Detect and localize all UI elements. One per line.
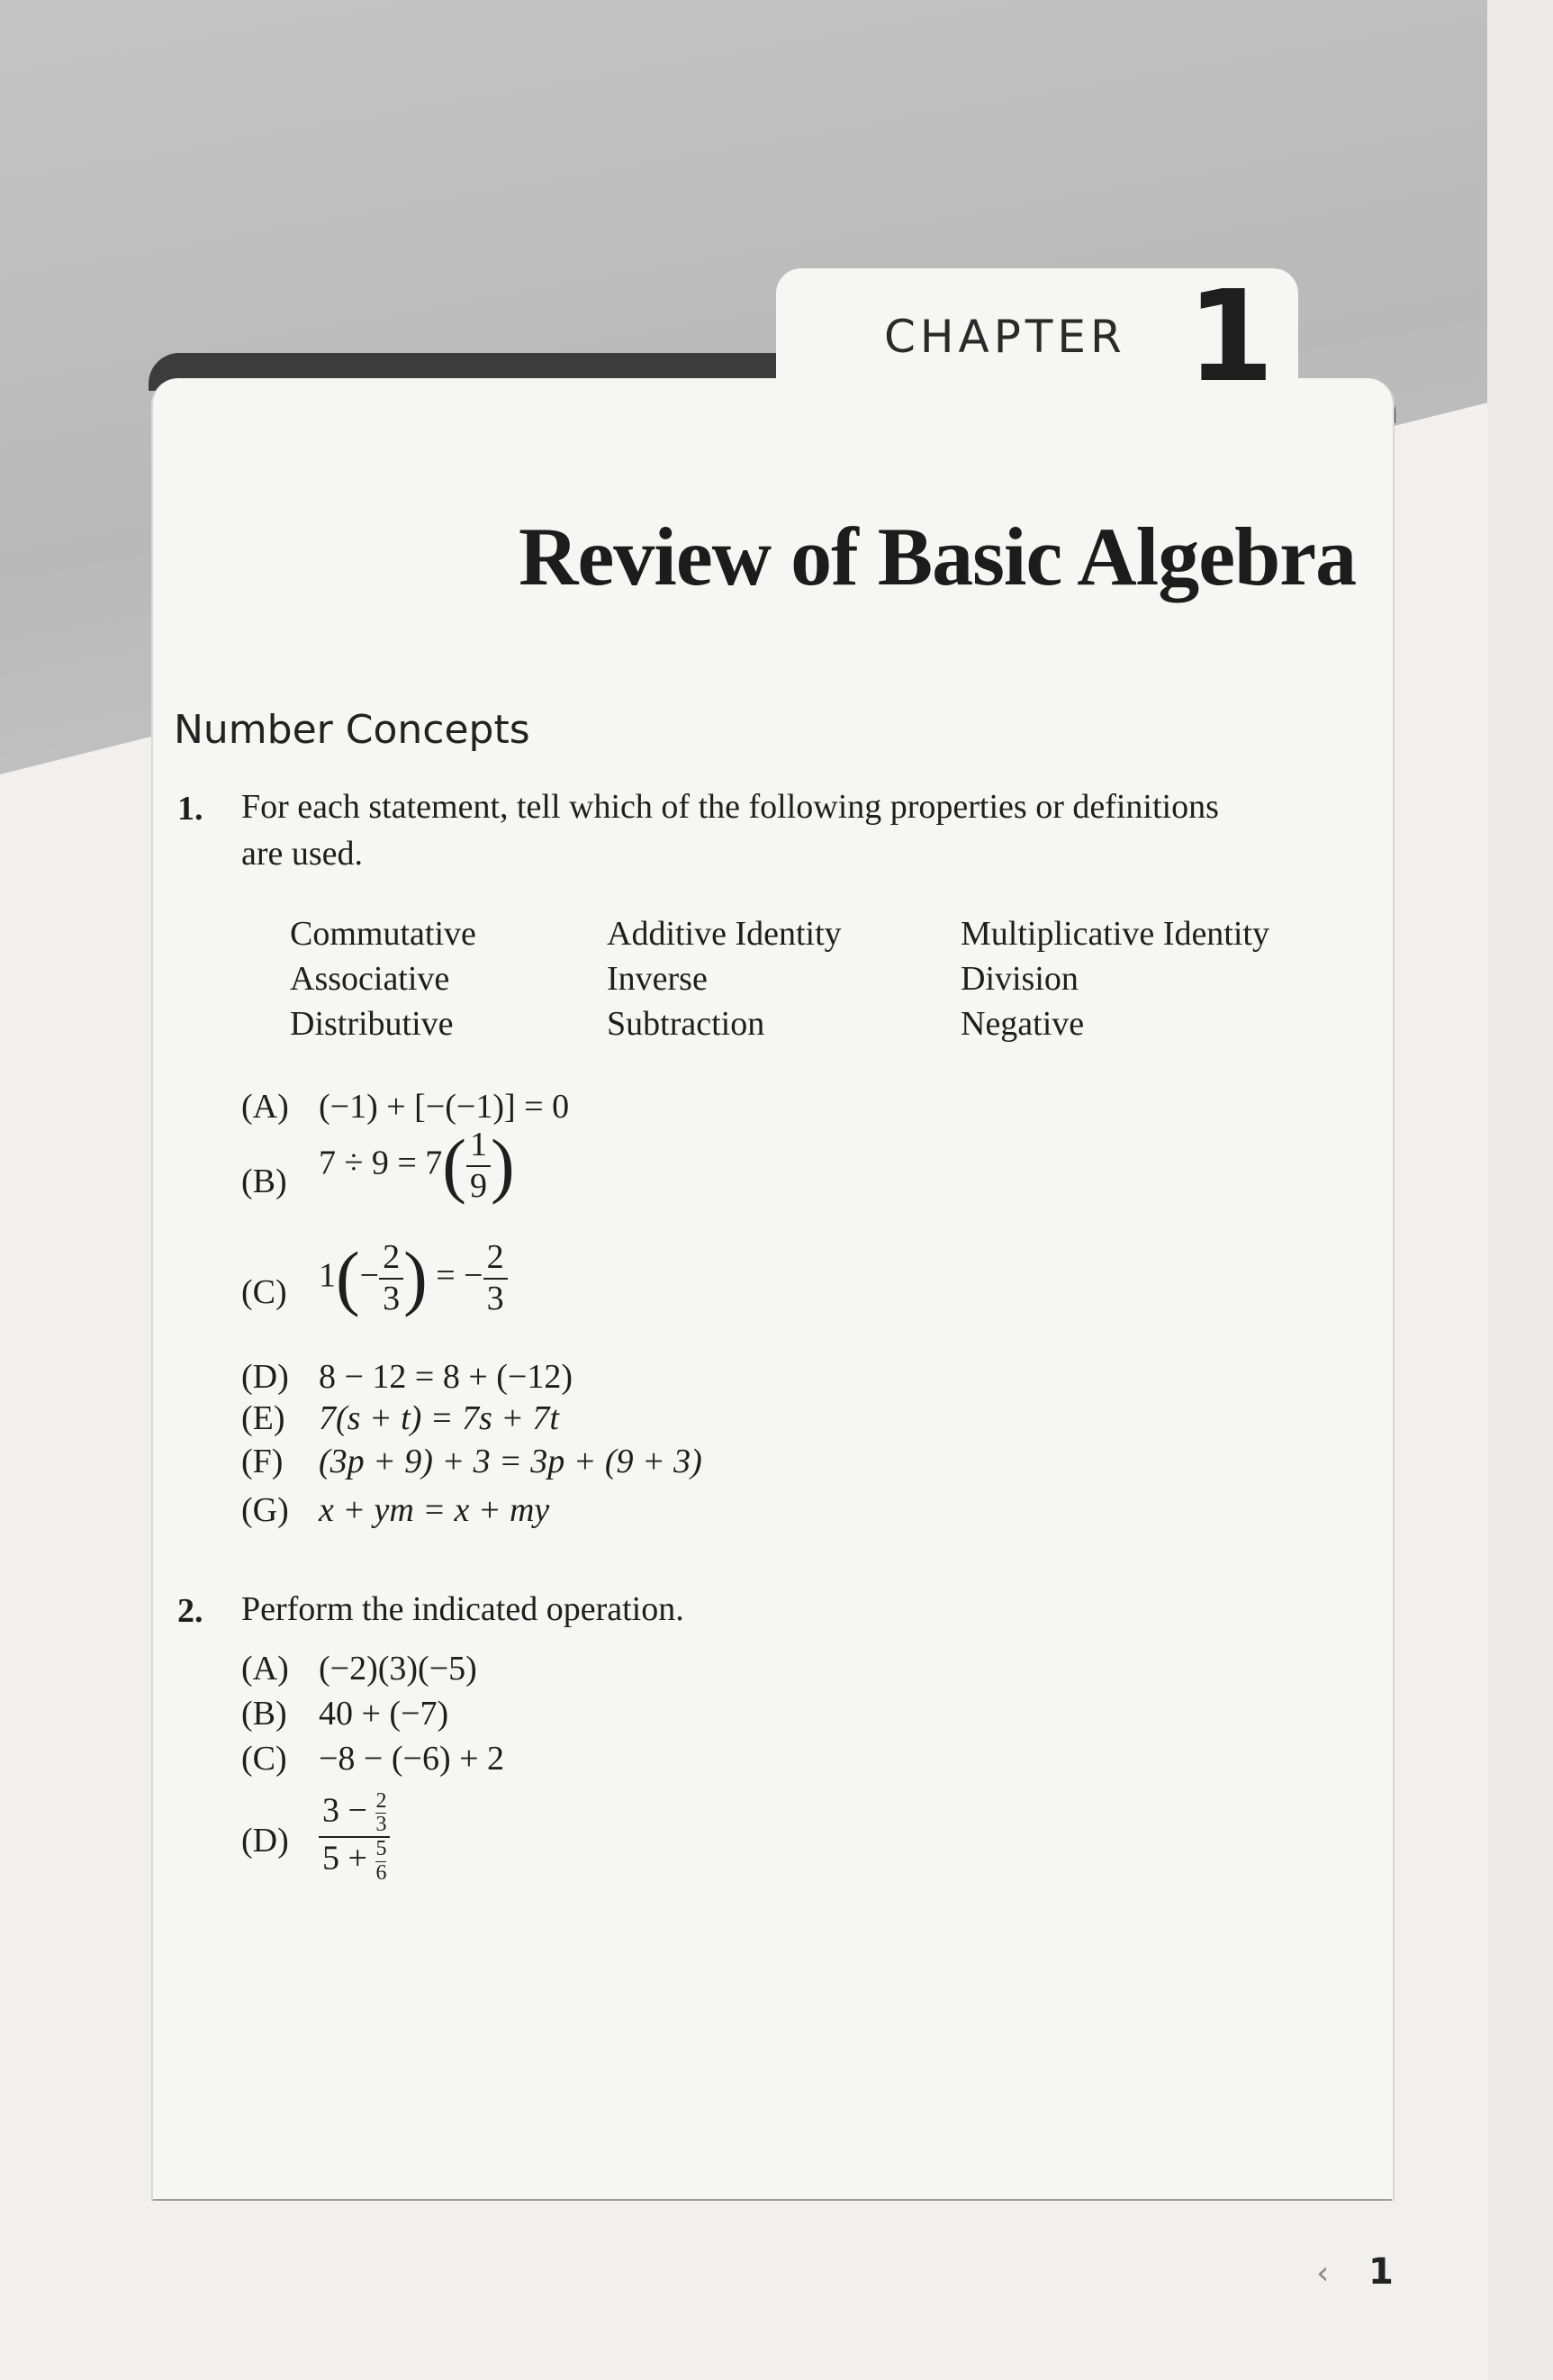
- page-right-margin: [1487, 0, 1553, 2380]
- fraction-denominator: 3: [486, 1279, 504, 1317]
- fraction-numerator: 5: [375, 1837, 387, 1861]
- property-item: Division: [961, 960, 1079, 998]
- equation-1c: [319, 1238, 508, 1318]
- chapter-title: Review of Basic Algebra: [519, 511, 1357, 602]
- property-item: Commutative: [290, 915, 476, 953]
- equation-2b: 40 + (−7): [319, 1695, 449, 1733]
- equation-1a: (−1) + [−(−1)] = 0: [319, 1088, 570, 1126]
- property-item: Associative: [290, 960, 450, 998]
- property-item: Subtraction: [607, 1005, 765, 1043]
- question-1-number: 1.: [177, 790, 203, 828]
- small-fraction: [375, 1838, 386, 1884]
- part-label: (B): [241, 1695, 287, 1733]
- fraction-denominator: 3: [375, 1813, 387, 1837]
- equation-1c-lead: 1: [319, 1256, 336, 1295]
- bottom-term: 5 +: [322, 1839, 367, 1878]
- property-item: Negative: [961, 1005, 1085, 1043]
- question-1-text: [241, 783, 1219, 877]
- chevron-left-icon: ‹: [1316, 2255, 1330, 2292]
- question-1-line-1: For each statement, tell which of the following properties or definitions: [241, 788, 1219, 826]
- paren-close: ): [403, 1238, 428, 1318]
- equation-1c-mid: = −: [436, 1256, 483, 1295]
- equation-1d: 8 − 12 = 8 + (−12): [319, 1358, 573, 1396]
- part-label: (D): [241, 1822, 289, 1860]
- fraction-denominator: 9: [469, 1166, 487, 1205]
- fraction: [483, 1238, 508, 1318]
- part-label: (F): [241, 1443, 284, 1480]
- equation-1b: [319, 1126, 515, 1206]
- part-label: (C): [241, 1273, 287, 1311]
- chapter-label: CHAPTER: [884, 311, 1126, 363]
- part-label: (A): [241, 1650, 289, 1688]
- equation-2d: [319, 1790, 390, 1885]
- fraction-numerator: 1: [466, 1126, 491, 1167]
- part-label: (E): [241, 1399, 285, 1437]
- property-item: Multiplicative Identity: [961, 915, 1269, 953]
- equation-1g: x + ym = x + my: [319, 1491, 550, 1529]
- property-item: Distributive: [290, 1005, 454, 1043]
- equation-2a: (−2)(3)(−5): [319, 1650, 477, 1688]
- page-number: 1: [1368, 2251, 1394, 2293]
- small-fraction: [375, 1790, 386, 1836]
- part-label: (C): [241, 1740, 287, 1778]
- fraction-denominator: 6: [375, 1860, 387, 1885]
- property-item: Inverse: [607, 960, 708, 998]
- equation-1e: 7(s + t) = 7s + 7t: [319, 1399, 559, 1437]
- panel-bottom-rule: [153, 2199, 1392, 2201]
- fraction-denominator: 3: [383, 1279, 401, 1317]
- minus-sign: −: [359, 1256, 380, 1295]
- part-label: (G): [241, 1491, 289, 1529]
- top-term: 3 −: [322, 1791, 367, 1830]
- property-column-1: [290, 911, 476, 1046]
- part-label: (B): [241, 1163, 287, 1200]
- paren-close: ): [490, 1126, 515, 1206]
- question-1-line-2: are used.: [241, 835, 364, 873]
- section-heading: Number Concepts: [174, 707, 530, 753]
- fraction-numerator: 2: [483, 1238, 508, 1280]
- question-2-text: Perform the indicated operation.: [241, 1590, 684, 1628]
- fraction: [379, 1238, 403, 1318]
- part-label: (D): [241, 1358, 289, 1396]
- part-label: (A): [241, 1088, 289, 1126]
- chapter-number: 1: [1187, 264, 1275, 411]
- equation-1b-lhs: 7 ÷ 9 = 7: [319, 1144, 443, 1182]
- fraction-numerator: 2: [375, 1789, 387, 1813]
- complex-fraction-top: [319, 1790, 390, 1838]
- property-column-3: [961, 911, 1269, 1046]
- complex-fraction: [319, 1790, 390, 1885]
- equation-1f: (3p + 9) + 3 = 3p + (9 + 3): [319, 1443, 702, 1480]
- question-2-number: 2.: [177, 1592, 203, 1630]
- fraction: [466, 1126, 491, 1206]
- equation-2c: −8 − (−6) + 2: [319, 1740, 505, 1778]
- paren-open: (: [336, 1238, 360, 1318]
- property-column-2: [607, 911, 842, 1046]
- complex-fraction-bottom: [319, 1838, 390, 1884]
- paren-open: (: [442, 1126, 466, 1206]
- fraction-numerator: 2: [379, 1238, 403, 1280]
- property-item: Additive Identity: [607, 915, 842, 953]
